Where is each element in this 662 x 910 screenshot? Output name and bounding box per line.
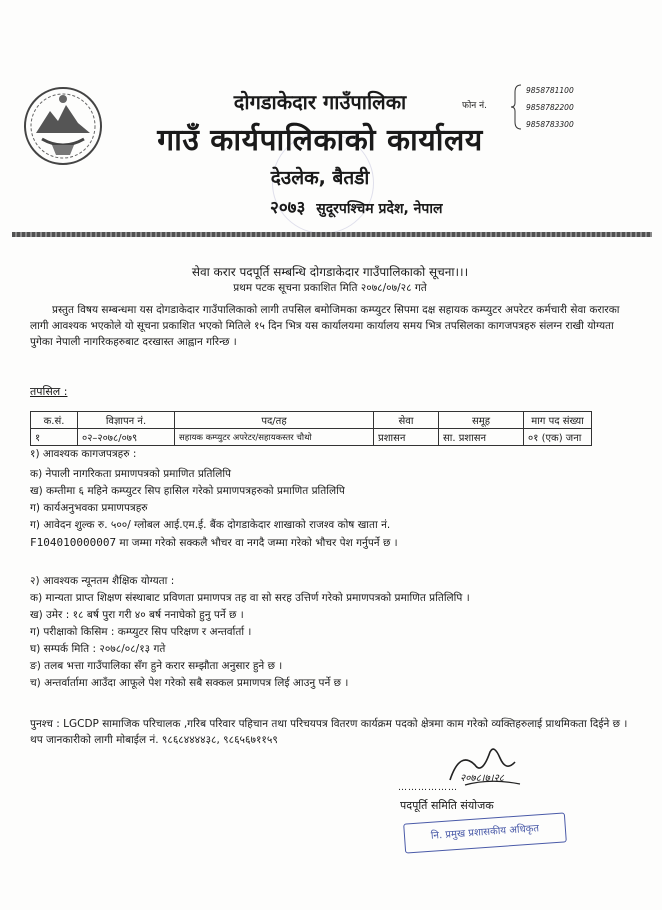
qualification-list	[30, 590, 630, 692]
col-header: समूह	[439, 412, 524, 429]
signatory-title: पदपूर्ति समिति संयोजक	[400, 799, 494, 812]
qualification-heading: २) आवश्यक न्यूनतम शैक्षिक योग्यता :	[30, 575, 175, 587]
table-cell: सहायक कम्प्युटर अपरेटर/सहायकस्तर चौथो	[175, 429, 374, 446]
province-line	[270, 195, 510, 218]
nepal-emblem-icon	[22, 85, 104, 167]
col-header: विज्ञापन नं.	[78, 412, 175, 429]
brace-icon	[510, 84, 522, 130]
account-number: F104010000007	[30, 536, 117, 549]
list-item: घ) सम्पर्क मिति : २०७८/०८/१३ गते	[30, 643, 166, 655]
signature-line: ………………	[398, 783, 458, 793]
phone-number: 9858782200	[526, 103, 574, 112]
account-tail: मा जम्मा गरेको सक्कलै भौचर वा नगदै जम्मा गरेको भौचर पेश गर्नुपर्ने छ ।	[116, 537, 398, 549]
phone-number: 9858783300	[526, 120, 574, 129]
official-stamp: नि. प्रमुख प्रशासकीय अधिकृत	[403, 812, 567, 853]
contact-line: थप जानकारीको लागी मोबाईल नं. ९८६८४४४४३८, ९८६५६७११५९	[30, 734, 278, 746]
col-header: माग पद संख्या	[524, 412, 592, 429]
notice-body: प्रस्तुत विषय सम्बन्धमा यस दोगडाकेदार गाउँपालिकाको लागी तपसिल बमोजिमका कम्प्युटर सिपमा दक्ष सहायक कम्प्युटर अपरेटर कर्मचारी सेवा करारका लागी आवश्यक भएकोले यो सूचना प्रकाशित भएको मितिले १५ दिन भित्र यस कार्यालयमा कार्यालय समय भित्र तपसिलका कागजपत्रहरु संलग्न राखी योग्यता पुगेका नेपाली नागरिकहरुबाट दरखास्त आह्वान गरिन्छ ।	[30, 304, 620, 348]
col-header: सेवा	[374, 412, 439, 429]
list-item: ग) कार्यअनुभवका प्रमाणपत्रहरु	[30, 502, 148, 514]
details-label: तपसिल :	[30, 385, 68, 398]
postscript-line: पुनश्च : LGCDP सामाजिक परिचालक ,गरिब परिवार पहिचान तथा परिचयपत्र वितरण कार्यक्रम पदको क्षेत्रमा काम गरेको व्यक्तिहरुलाई प्राथमिकता दिईने छ ।	[30, 718, 628, 730]
municipality-name: दोगडाकेदार गाउँपालिका	[233, 90, 407, 114]
phone-label: फोन नं.	[462, 101, 487, 111]
phone-list	[526, 82, 574, 133]
table-cell: सा. प्रशासन	[439, 429, 524, 446]
table-cell: ०२–२०७८/०७९	[78, 429, 175, 446]
table-cell: ०१ (एक) जना	[524, 429, 592, 446]
list-item: ङ) तलब भत्ता गाउँपालिका सँग हुने करार सम्झौता अनुसार हुने छ ।	[30, 660, 283, 672]
table-cell: प्रशासन	[374, 429, 439, 446]
list-item: ख) कम्तीमा ६ महिने कम्प्युटर सिप हासिल गरेको प्रमाणपत्रहरुको प्रमाणित प्रतिलिपि	[30, 485, 345, 497]
list-item: च) अन्तर्वार्तामा आउँदा आफूले पेश गरेको सबै सक्कल प्रमाणपत्र लिई आउनु पर्ने छ ।	[30, 677, 349, 689]
list-item: ग) आवेदन शुल्क रु. ५००/ ग्लोबल आई.एम.ई. बैंक दोगडाकेदार शाखाको राजश्व कोष खाता नं.	[30, 519, 391, 531]
office-title: गाउँ कार्यपालिकाको कार्यालय	[157, 123, 483, 158]
established-year: २०७३	[270, 198, 306, 218]
col-header: क.सं.	[31, 412, 78, 429]
vacancy-table	[30, 411, 592, 446]
documents-heading: १) आवश्यक कागजपत्रहरु :	[30, 448, 137, 460]
notice-subject: सेवा करार पदपूर्ति सम्बन्धि दोगडाकेदार गाउँपालिकाको सूचना।।।	[191, 265, 469, 279]
signature-date: २०७८।७।२८	[460, 773, 504, 784]
table-header-row	[31, 412, 592, 429]
list-item: ग) परीक्षाको किसिम : कम्प्युटर सिप परिक्षण र अन्तर्वार्ता ।	[30, 626, 252, 638]
list-item: क) नेपाली नागरिकता प्रमाणपत्रको प्रमाणित प्रतिलिपि	[30, 468, 232, 480]
list-item: क) मान्यता प्राप्त शिक्षण संस्थाबाट प्रविणता प्रमाणपत्र तह वा सो सरह उत्तिर्ण गरेको प्रमाणपत्रको प्रमाणित प्रतिलिपि ।	[30, 592, 470, 604]
publish-date: प्रथम पटक सूचना प्रकाशित मिति २०७८/०७/२८ गते	[233, 282, 427, 294]
province-name: सुदूरपश्चिम प्रदेश, नेपाल	[316, 201, 443, 217]
phone-number: 9858781100	[526, 86, 574, 95]
col-header: पद/तह	[175, 412, 374, 429]
table-cell: १	[31, 429, 78, 446]
header-divider	[12, 232, 652, 237]
documents-list	[30, 466, 630, 552]
table-row	[31, 429, 592, 446]
list-item	[30, 534, 630, 552]
list-item: ख) उमेर : १८ बर्ष पुरा गरी ४० बर्ष ननाघेको हुनु पर्ने छ ।	[30, 609, 244, 621]
postscript	[30, 716, 630, 748]
office-location: देउलेक, बैतडी	[270, 167, 370, 189]
